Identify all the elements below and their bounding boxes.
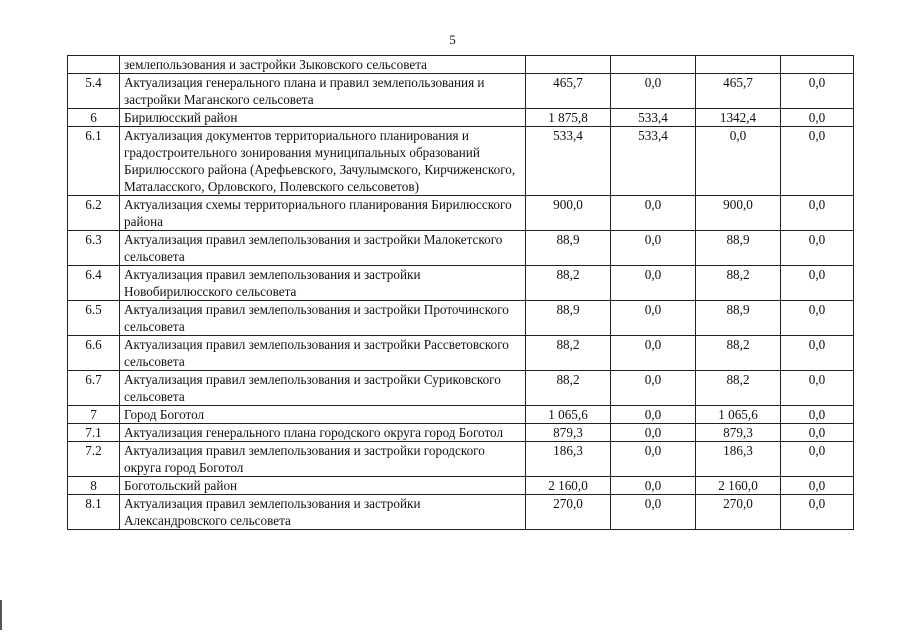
row-number <box>68 56 120 74</box>
row-value-1: 88,2 <box>526 371 611 406</box>
table-row <box>68 301 854 336</box>
row-value-2: 0,0 <box>611 336 696 371</box>
row-number: 7.2 <box>68 442 120 477</box>
row-value-4: 0,0 <box>781 196 854 231</box>
table-row <box>68 74 854 109</box>
row-value-1 <box>526 56 611 74</box>
row-value-2: 0,0 <box>611 371 696 406</box>
row-value-3: 88,2 <box>696 266 781 301</box>
row-value-3: 879,3 <box>696 424 781 442</box>
row-value-4: 0,0 <box>781 266 854 301</box>
row-name: Актуализация правил землепользования и застройки Суриковского сельсовета <box>120 371 526 406</box>
row-value-4: 0,0 <box>781 231 854 266</box>
row-value-2: 0,0 <box>611 266 696 301</box>
budget-table <box>67 55 854 530</box>
row-value-1: 2 160,0 <box>526 477 611 495</box>
row-name: Актуализация правил землепользования и застройки Малокетского сельсовета <box>120 231 526 266</box>
row-value-2: 0,0 <box>611 196 696 231</box>
row-number: 5.4 <box>68 74 120 109</box>
row-name: Актуализация схемы территориального планирования Бирилюсского района <box>120 196 526 231</box>
table-row <box>68 424 854 442</box>
row-value-3 <box>696 56 781 74</box>
row-value-3: 88,9 <box>696 231 781 266</box>
page-number: 5 <box>449 32 456 47</box>
row-value-3: 465,7 <box>696 74 781 109</box>
row-value-4: 0,0 <box>781 406 854 424</box>
row-value-3: 900,0 <box>696 196 781 231</box>
row-value-2: 0,0 <box>611 424 696 442</box>
row-number: 7.1 <box>68 424 120 442</box>
row-value-2: 0,0 <box>611 301 696 336</box>
table-row <box>68 56 854 74</box>
table-row <box>68 406 854 424</box>
row-value-4: 0,0 <box>781 301 854 336</box>
row-value-3: 1 065,6 <box>696 406 781 424</box>
row-number: 8.1 <box>68 495 120 530</box>
row-value-1: 88,9 <box>526 301 611 336</box>
row-number: 6.1 <box>68 127 120 196</box>
row-number: 6.6 <box>68 336 120 371</box>
row-value-1: 270,0 <box>526 495 611 530</box>
row-value-3: 88,9 <box>696 301 781 336</box>
table-row <box>68 266 854 301</box>
row-value-1: 465,7 <box>526 74 611 109</box>
row-value-3: 88,2 <box>696 371 781 406</box>
table-row <box>68 231 854 266</box>
row-value-1: 88,9 <box>526 231 611 266</box>
row-number: 6.4 <box>68 266 120 301</box>
row-value-1: 879,3 <box>526 424 611 442</box>
row-value-3: 2 160,0 <box>696 477 781 495</box>
row-value-2: 0,0 <box>611 477 696 495</box>
row-value-4: 0,0 <box>781 371 854 406</box>
row-name: Актуализация правил землепользования и застройки Александровского сельсовета <box>120 495 526 530</box>
row-name: Актуализация документов территориального планирования и градостроительного зонирования муниципальных образований Бирилюсского района (Арефьевского, Зачулымского, Кирчиженского, Маталасского, Орловского, Полевского сельсоветов) <box>120 127 526 196</box>
row-number: 8 <box>68 477 120 495</box>
row-number: 6.5 <box>68 301 120 336</box>
row-value-2: 0,0 <box>611 442 696 477</box>
row-number: 6.7 <box>68 371 120 406</box>
row-name: Актуализация генерального плана и правил землепользования и застройки Маганского сельсовета <box>120 74 526 109</box>
table-row <box>68 477 854 495</box>
row-value-1: 1 065,6 <box>526 406 611 424</box>
row-value-1: 88,2 <box>526 336 611 371</box>
row-value-1: 900,0 <box>526 196 611 231</box>
row-value-2: 0,0 <box>611 231 696 266</box>
row-name: Актуализация правил землепользования и застройки Рассветовского сельсовета <box>120 336 526 371</box>
scan-margin-mark <box>0 600 2 630</box>
row-value-4: 0,0 <box>781 74 854 109</box>
row-name: Бирилюсский район <box>120 109 526 127</box>
row-value-3: 186,3 <box>696 442 781 477</box>
table-row <box>68 196 854 231</box>
row-value-1: 88,2 <box>526 266 611 301</box>
table-row <box>68 442 854 477</box>
row-name: Город Боготол <box>120 406 526 424</box>
row-value-4: 0,0 <box>781 127 854 196</box>
row-value-2: 0,0 <box>611 74 696 109</box>
table-row <box>68 495 854 530</box>
row-name: землепользования и застройки Зыковского сельсовета <box>120 56 526 74</box>
row-number: 6.2 <box>68 196 120 231</box>
row-value-2: 0,0 <box>611 406 696 424</box>
row-value-4: 0,0 <box>781 477 854 495</box>
row-value-1: 1 875,8 <box>526 109 611 127</box>
row-value-4: 0,0 <box>781 424 854 442</box>
row-name: Актуализация правил землепользования и застройки городского округа город Боготол <box>120 442 526 477</box>
row-value-1: 533,4 <box>526 127 611 196</box>
row-value-2: 0,0 <box>611 495 696 530</box>
row-value-4 <box>781 56 854 74</box>
table-row <box>68 336 854 371</box>
row-value-3: 0,0 <box>696 127 781 196</box>
row-name: Актуализация генерального плана городского округа город Боготол <box>120 424 526 442</box>
table-row <box>68 371 854 406</box>
row-value-4: 0,0 <box>781 109 854 127</box>
row-number: 6 <box>68 109 120 127</box>
table-row <box>68 127 854 196</box>
row-number: 7 <box>68 406 120 424</box>
row-value-3: 88,2 <box>696 336 781 371</box>
row-value-1: 186,3 <box>526 442 611 477</box>
row-name: Актуализация правил землепользования и застройки Проточинского сельсовета <box>120 301 526 336</box>
row-value-4: 0,0 <box>781 495 854 530</box>
row-value-2: 533,4 <box>611 127 696 196</box>
row-number: 6.3 <box>68 231 120 266</box>
row-value-3: 1342,4 <box>696 109 781 127</box>
budget-table-body <box>68 56 854 530</box>
row-value-2 <box>611 56 696 74</box>
row-value-3: 270,0 <box>696 495 781 530</box>
row-value-4: 0,0 <box>781 442 854 477</box>
table-row <box>68 109 854 127</box>
row-name: Актуализация правил землепользования и застройки Новобирилюсского сельсовета <box>120 266 526 301</box>
row-value-4: 0,0 <box>781 336 854 371</box>
row-value-2: 533,4 <box>611 109 696 127</box>
row-name: Боготольский район <box>120 477 526 495</box>
